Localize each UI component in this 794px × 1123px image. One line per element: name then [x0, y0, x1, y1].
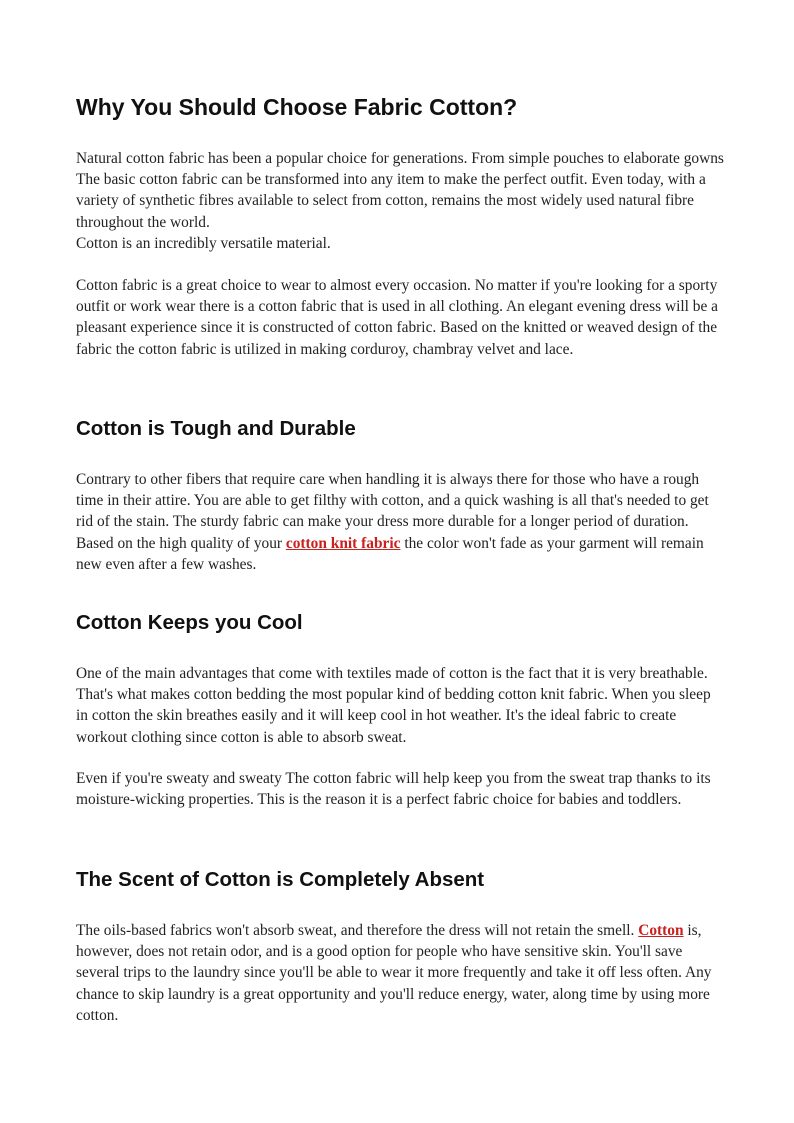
cool-paragraph-1: One of the main advantages that come with textiles made of cotton is the fact that it is very breathable. That's what makes cotton bedding the most popular kind of bedding cotton knit fabric. When you sleep in cotton the skin breathes easily and it will keep cool in hot weather. It's the ideal fabric to create workout clothing since cotton is able to absorb sweat.	[76, 665, 711, 746]
tough-text-before: Contrary to other fibers that require care when handling it is always there for those who have a rough time in their attire. You are able to get filthy with cotton, and a quick washing is all that's needed to get rid of the stain. The sturdy fabric can make your dress more durable for a longer period of duration. Based on the high quality of your	[76, 471, 709, 552]
cotton-knit-fabric-link[interactable]: cotton knit fabric	[285, 534, 401, 552]
cool-paragraph-2: Even if you're sweaty and sweaty The cotton fabric will help keep you from the sweat trap thanks to its moisture-wicking properties. This is the reason it is a perfect fabric choice for babies and toddlers.	[76, 770, 711, 809]
intro-paragraph-3: Cotton fabric is a great choice to wear to almost every occasion. No matter if you're looking for a sporty outfit or work wear there is a cotton fabric that is used in all clothing. An elegant evening dress will be a pleasant experience since it is constructed of cotton fabric. Based on the knitted or weaved design of the fabric the cotton fabric is utilized in making corduroy, chambray velvet and lace.	[76, 277, 718, 358]
tough-text-after: the color won't fade as your garment will remain new even after a few washes.	[76, 534, 704, 573]
scent-text-before: The oils-based fabrics won't absorb sweat, and therefore the dress will not retain the smell.	[76, 922, 639, 939]
page-title: Why You Should Choose Fabric Cotton?	[76, 94, 518, 120]
heading-tough-durable: Cotton is Tough and Durable	[76, 417, 356, 440]
intro-paragraph-1-text: Natural cotton fabric has been a popular choice for generations. From simple pouches to elaborate gowns The basic cotton fabric can be transformed into any item to make the perfect outfit. Even today, with a variety of synthetic fibres available to select from cotton, remains the most widely used natural fibre throughout the world.	[76, 150, 724, 231]
scent-paragraph	[76, 920, 724, 1026]
intro-paragraph-2-text: Cotton is an incredibly versatile material.	[76, 234, 331, 252]
cotton-link[interactable]: Cotton	[638, 922, 684, 939]
intro-paragraph-1	[76, 148, 724, 254]
tough-paragraph	[76, 469, 724, 575]
scent-text-after: is, however, does not retain odor, and is a good option for people who have sensitive skin. You'll save several trips to the laundry since you'll be able to wear it more frequently and take it off less often. Any chance to skip laundry is a great opportunity and you'll reduce energy, water, along time by using more cotton.	[76, 922, 712, 1024]
heading-scent-absent: The Scent of Cotton is Completely Absent	[76, 868, 485, 891]
heading-keeps-cool: Cotton Keeps you Cool	[76, 611, 303, 634]
